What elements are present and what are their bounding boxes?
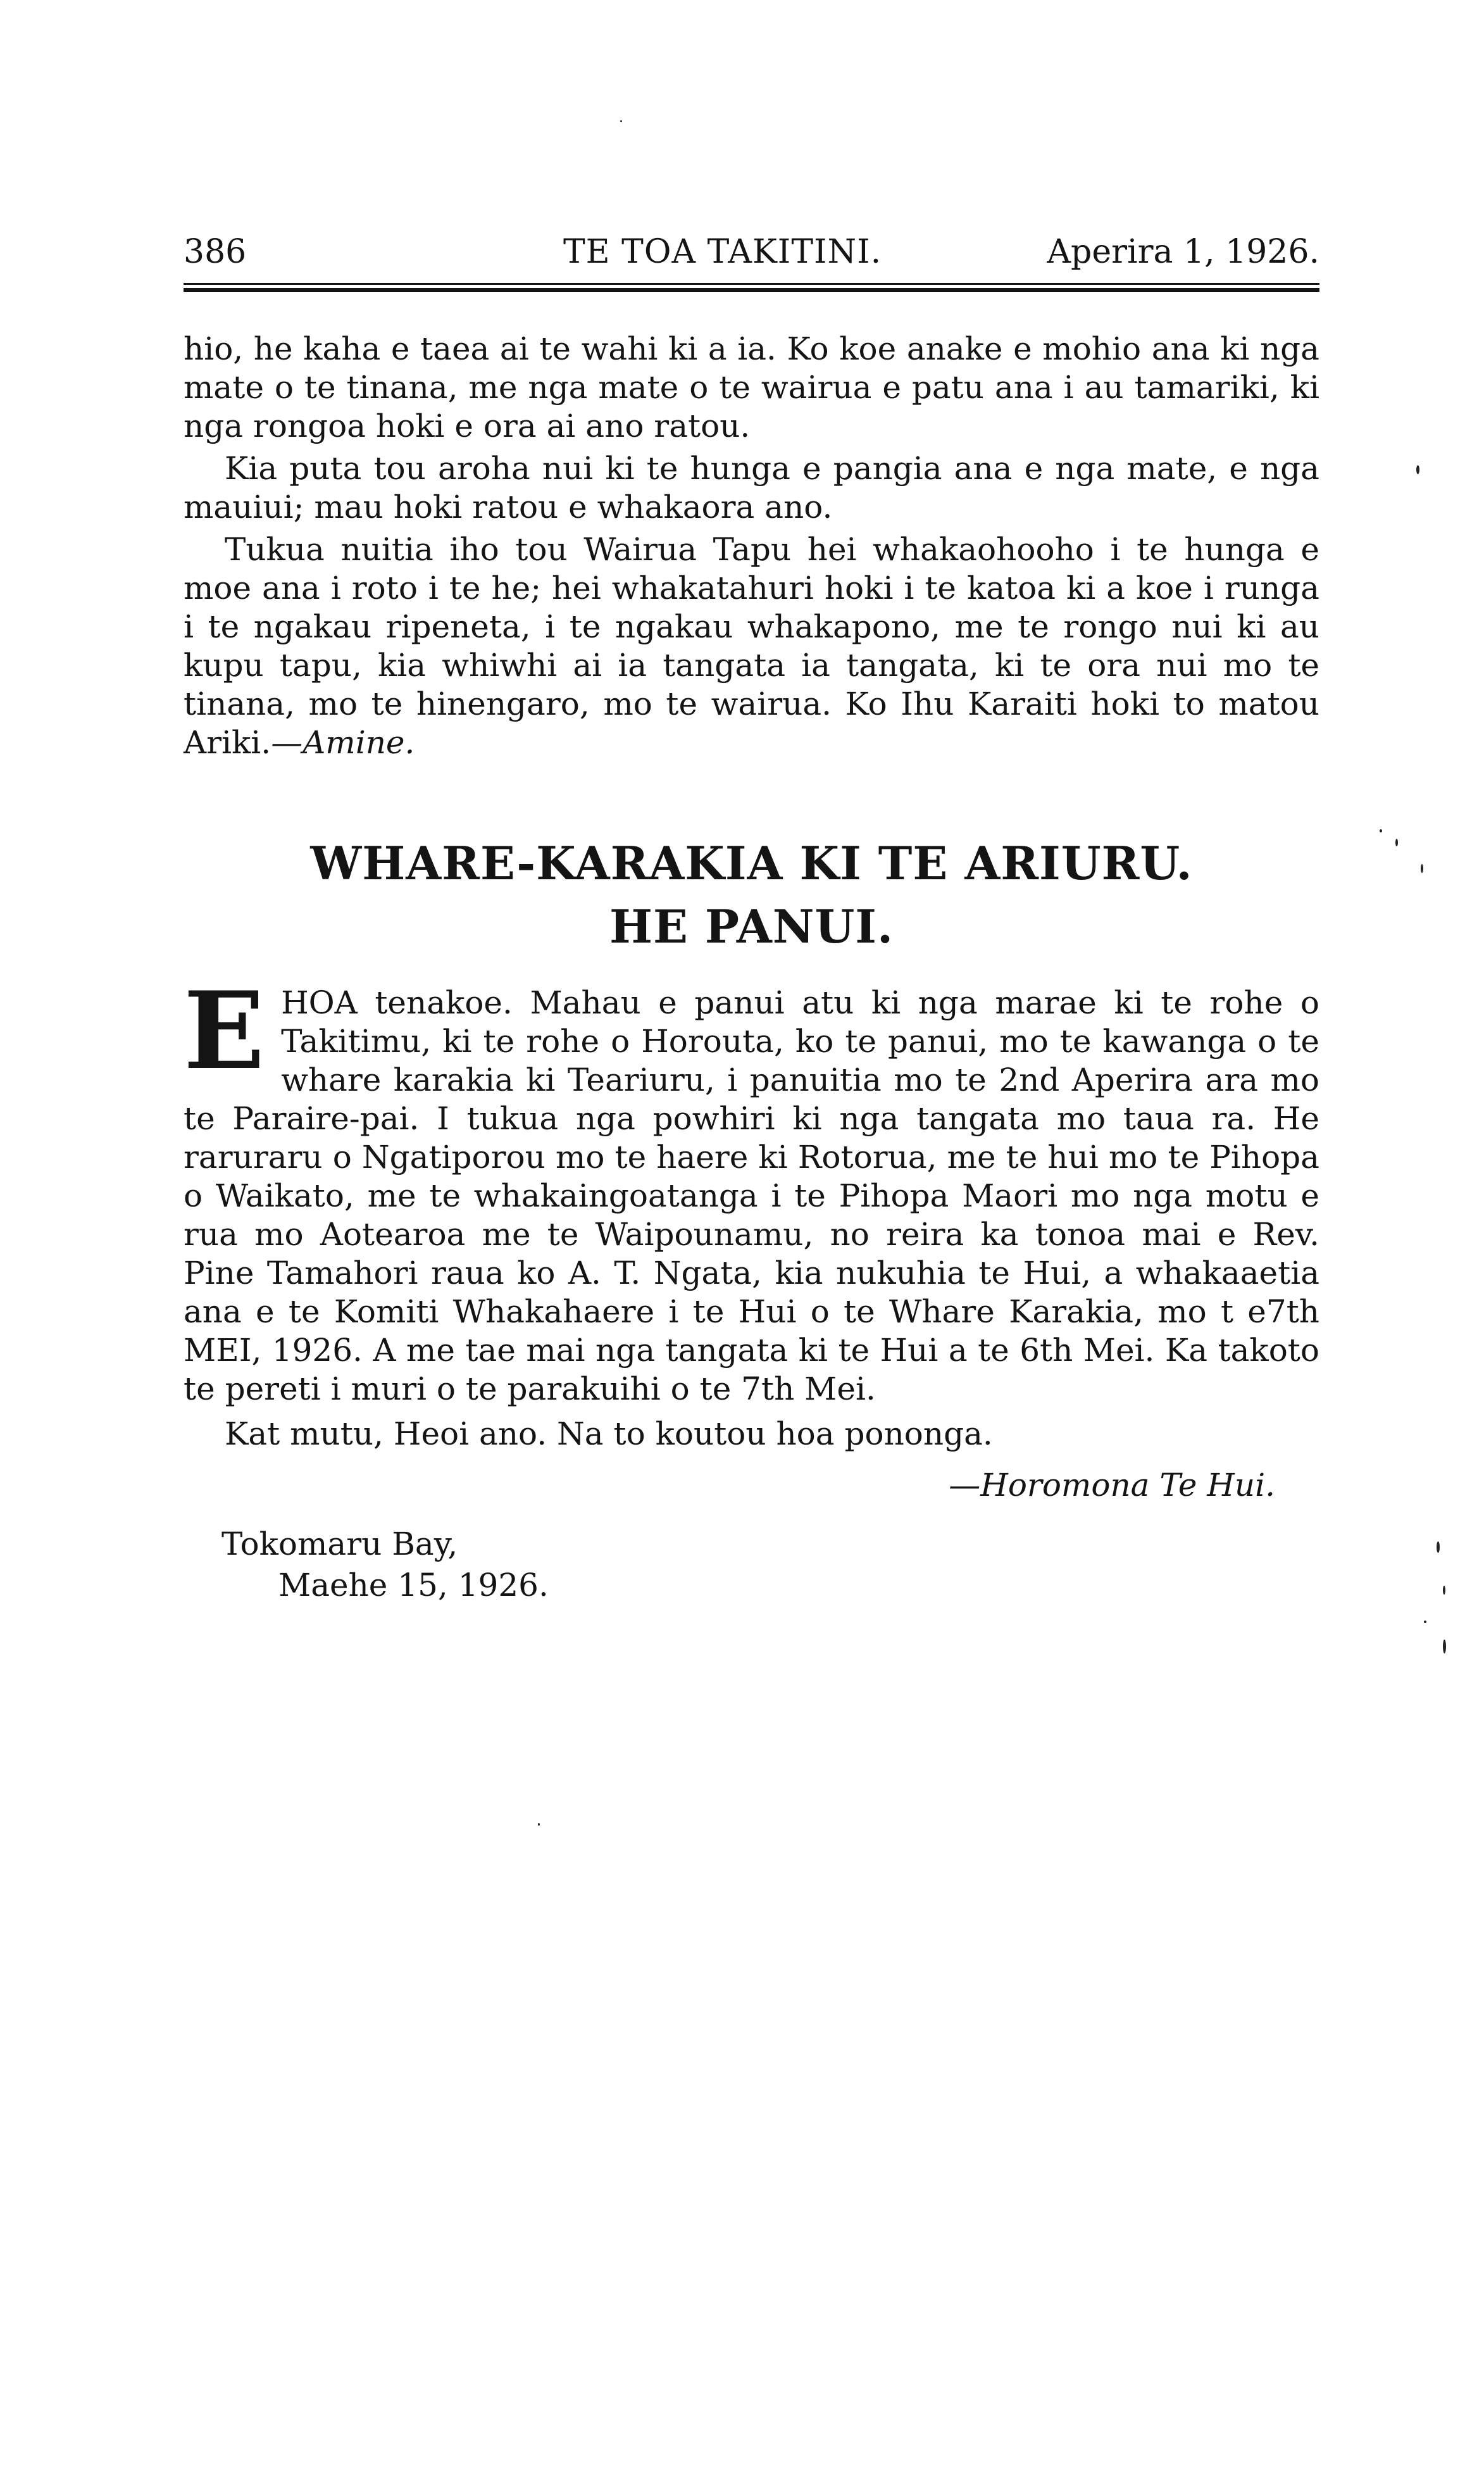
drop-cap: E <box>184 968 265 1093</box>
prayer-paragraph-3-text: Tukua nuitia iho tou Wairua Tapu hei whakaohooho i te hunga e moe ana i roto i te he; hei whakatahuri hoki i te katoa ki a koe i runga i te ngakau ripeneta, i te ngakau whakapono, me te rongo nui ki au kupu tapu, kia whiwhi ai ia tangata ia tangata, ki te ora nui mo te tinana, mo te hinengaro, mo te wairua. Ko Ihu Karaiti hoki to matou Ariki. <box>184 531 1319 761</box>
speck <box>1416 465 1419 474</box>
prayer-amen: —Amine. <box>271 724 415 761</box>
notice-paragraph: HOA tenakoe. Mahau e panui atu ki nga marae ki te rohe o Takitimu, ki te rohe o Horouta, ko te panui, mo te kawanga o te whare karakia ki Teariuru, i panuitia mo te 2nd Aperira ara mo te Paraire-pai. I tukua nga powhiri ki nga tangata mo taua ra. He raruraru o Ngatiporou mo te haere ki Rotorua, me te hui mo te Pihopa o Waikato, me te whakaingoatanga i te Pihopa Maori mo nga motu e rua mo Aotearoa me te Waipounamu, no reira ka tonoa mai e Rev. Pine Tamahori raua ko A. T. Ngata, kia nukuhia te Hui, a whakaaetia ana e te Komiti Whakahaere i te Hui o te Whare Karakia, mo t e7th MEI, 1926. A me tae mai nga tangata ki te Hui a te 6th Mei. Ka takoto te pereti i muri o te parakuihi o te 7th Mei. <box>184 984 1319 1407</box>
notice-body <box>184 968 1319 1408</box>
document-page <box>184 225 1319 1606</box>
speck <box>538 1823 540 1826</box>
notice-closing: Kat mutu, Heoi ano. Na to koutou hoa pononga. <box>225 1415 993 1452</box>
notice-date: Maehe 15, 1926. <box>278 1567 549 1603</box>
prayer-paragraph-2: Kia puta tou aroha nui ki te hunga e pangia ana e nga mate, e nga mauiui; mau hoki ratou e whakaora ano. <box>184 450 1319 525</box>
speck <box>1421 864 1423 873</box>
prayer-paragraph-1: hio, he kaha e taea ai te wahi ki a ia. Ko koe anake e mohio ana ki nga mate o te tinana, me nga mate o te wairua e patu ana i au tamariki, ki nga rongoa hoki e ora ai ano ratou. <box>184 330 1319 444</box>
speck <box>1395 839 1398 846</box>
notice-signature: —Horomona Te Hui. <box>949 1467 1275 1503</box>
notice-title: WHARE-KARAKIA KI TE ARIURU. <box>310 836 1193 890</box>
notice-place-date <box>221 1524 1319 1606</box>
speck <box>1443 1586 1445 1595</box>
speck <box>1380 829 1382 832</box>
notice-subtitle: HE PANUI. <box>609 900 894 953</box>
page-number: 386 <box>184 233 247 271</box>
notice-place: Tokomaru Bay, <box>221 1526 458 1562</box>
header-rule-thick <box>184 288 1319 292</box>
speck <box>1437 1541 1440 1553</box>
issue-date: Aperira 1, 1926. <box>1047 233 1319 271</box>
running-header <box>184 225 1319 279</box>
speck <box>620 120 622 122</box>
publication-title: TE TOA TAKITINI. <box>563 233 882 271</box>
speck <box>1424 1621 1426 1623</box>
speck <box>1443 1640 1446 1653</box>
prayer-text <box>184 330 1319 762</box>
header-rule-thin <box>184 283 1319 285</box>
prayer-paragraph-3 <box>184 530 1319 762</box>
